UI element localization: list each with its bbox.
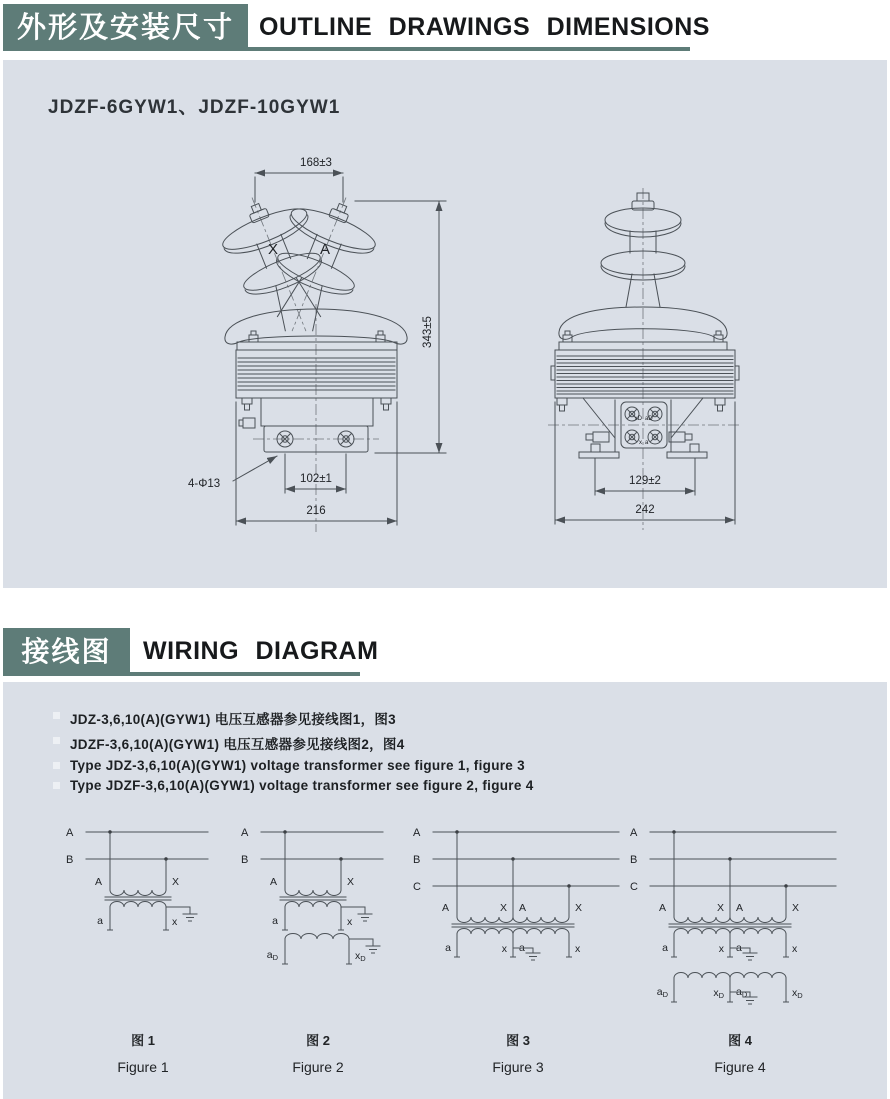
section2-title-zh (3, 628, 130, 672)
ground-symbol (166, 907, 197, 921)
dim-holes (188, 456, 277, 490)
bullet-square-icon (53, 762, 60, 769)
svg-text:216: 216 (306, 505, 326, 517)
note-line (53, 778, 534, 793)
ground-symbol (341, 907, 372, 921)
dim-top-width (255, 157, 343, 202)
svg-text:B: B (630, 854, 638, 866)
svg-text:242: 242 (635, 504, 655, 516)
svg-text:A: A (94, 876, 102, 888)
section1-title-zh (3, 4, 248, 47)
svg-text:C: C (413, 881, 421, 893)
front-base-bracket (261, 398, 373, 426)
svg-text:A: A (413, 827, 421, 839)
svg-text:A: A (630, 827, 638, 839)
figure-3-caption-en: Figure 3 (492, 1059, 544, 1075)
dim-hole-spacing (285, 454, 346, 493)
terminal-xd-label: xD (634, 416, 642, 422)
svg-text:a: a (519, 942, 525, 954)
section1-title-zh-text: 外形及安装尺寸 (16, 12, 234, 44)
terminal-x-label: x (639, 440, 642, 446)
svg-text:a: a (97, 915, 103, 927)
svg-text:A: A (269, 876, 277, 888)
svg-text:aD: aD (656, 986, 668, 999)
note-line (53, 708, 534, 728)
svg-text:X: X (172, 876, 180, 888)
svg-text:x: x (792, 943, 798, 955)
svg-text:102±1: 102±1 (300, 473, 332, 485)
svg-text:A: A (658, 902, 666, 914)
bullet-square-icon (53, 782, 60, 789)
svg-text:aD: aD (266, 949, 278, 962)
ground-symbol (730, 948, 757, 960)
bullet-square-icon (53, 712, 60, 719)
svg-text:X: X (575, 902, 583, 914)
svg-text:x: x (718, 943, 724, 955)
svg-text:X: X (499, 902, 507, 914)
front-view-drawing (188, 157, 446, 532)
svg-text:X: X (347, 876, 355, 888)
svg-text:A: A (241, 827, 249, 839)
svg-text:x: x (575, 943, 581, 955)
svg-text:A: A (441, 902, 449, 914)
svg-text:343±5: 343±5 (422, 316, 434, 348)
svg-text:x: x (347, 916, 353, 928)
ground-symbol (349, 939, 380, 953)
terminal-a-label: a (645, 440, 649, 446)
figure-2-caption (258, 1030, 378, 1075)
figure-1-caption (83, 1030, 203, 1075)
svg-text:a: a (445, 942, 451, 954)
figure-2-caption-zh: 图 2 (306, 1033, 330, 1048)
bullet-square-icon (53, 737, 60, 744)
svg-text:B: B (66, 854, 74, 866)
wiring-figure-2 (235, 818, 405, 983)
note-text: JDZF-3,6,10(A)(GYW1) 电压互感器参见接线图2，图4 (70, 737, 405, 752)
figure-3-caption-zh: 图 3 (506, 1033, 530, 1048)
svg-text:X: X (716, 902, 724, 914)
svg-text:a: a (736, 942, 742, 954)
svg-text:A: A (66, 827, 74, 839)
section2-title-zh-text: 接线图 (21, 636, 112, 667)
terminal-ad-label: aD (645, 416, 653, 422)
svg-text:A: A (519, 902, 527, 914)
section1-title-en: OUTLINE DRAWINGS DIMENSIONS (259, 13, 710, 41)
wiring-figure-1 (60, 818, 225, 968)
note-line (53, 733, 534, 753)
svg-text:a: a (662, 942, 668, 954)
model-names: JDZF-6GYW1、JDZF-10GYW1 (48, 97, 341, 118)
svg-text:x: x (501, 943, 507, 955)
wiring-notes (53, 708, 534, 798)
figure-2-caption-en: Figure 2 (292, 1059, 344, 1075)
svg-text:xD: xD (355, 950, 366, 963)
side-view-drawing (548, 188, 740, 530)
ground-symbol (513, 948, 540, 960)
figure-4-caption (680, 1030, 800, 1075)
outline-panel (3, 60, 887, 588)
figure-1-caption-en: Figure 1 (117, 1059, 169, 1075)
figure-1-caption-zh: 图 1 (131, 1033, 155, 1048)
svg-text:A: A (736, 902, 744, 914)
section2-title-en: WIRING DIAGRAM (143, 637, 379, 665)
wiring-figure-4 (624, 818, 859, 1018)
svg-text:x: x (172, 916, 178, 928)
svg-text:B: B (241, 854, 249, 866)
note-text: JDZ-3,6,10(A)(GYW1) 电压互感器参见接线图1，图3 (70, 712, 396, 727)
svg-text:X: X (792, 902, 800, 914)
svg-text:C: C (630, 881, 638, 893)
note-text: Type JDZ-3,6,10(A)(GYW1) voltage transformer see figure 1, figure 3 (70, 758, 525, 773)
primary-terminal-x-label: X (267, 241, 279, 258)
svg-text:xD: xD (713, 987, 724, 1000)
figure-4-caption-zh: 图 4 (728, 1033, 752, 1048)
svg-text:B: B (413, 854, 421, 866)
section2-underline (3, 672, 360, 676)
svg-text:168±3: 168±3 (300, 157, 332, 169)
svg-text:xD: xD (792, 987, 803, 1000)
figure-4-caption-en: Figure 4 (714, 1059, 766, 1075)
wiring-panel (3, 682, 887, 1099)
figure-3-caption (458, 1030, 578, 1075)
primary-terminal-a-label: A (319, 241, 331, 258)
svg-text:4-Φ13: 4-Φ13 (188, 478, 221, 490)
svg-text:129±2: 129±2 (629, 475, 661, 487)
note-text: Type JDZF-3,6,10(A)(GYW1) voltage transformer see figure 2, figure 4 (70, 778, 534, 793)
svg-text:a: a (272, 915, 278, 927)
note-line (53, 758, 534, 773)
wiring-figure-3 (407, 818, 627, 978)
outline-drawings-svg (3, 60, 887, 588)
section1-underline (3, 47, 690, 51)
svg-text:aD: aD (736, 986, 748, 999)
dim-foot-spacing (595, 459, 695, 495)
